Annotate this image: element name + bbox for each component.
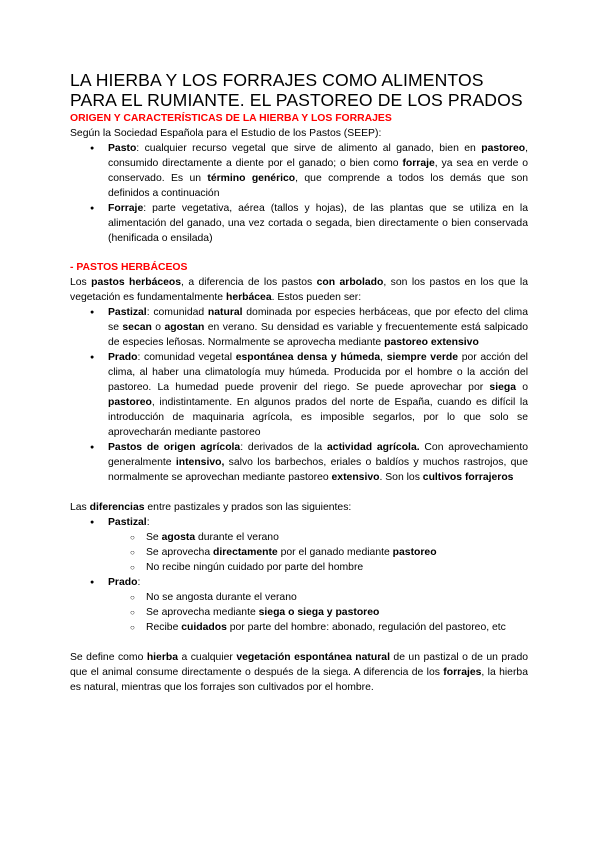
list-item-pastizal-label: ● Pastizal: bbox=[70, 515, 528, 530]
sub-item: ○ Se agosta durante el verano bbox=[70, 530, 528, 545]
pastos-herbaceos-intro: Los pastos herbáceos, a diferencia de los pastos con arbolado, son los pastos en los que la vegetación es fundamentalmente herbácea. Estos pueden ser: bbox=[70, 277, 529, 303]
list-item-origen-agricola: ● Pastos de origen agrícola: derivados de la actividad agrícola. Con aprovechamiento generalmente intensivo, salvo los barbechos, eriales o baldíos y muchos rastrojos, que normalmente se aprovechan mediante pastoreo extensivo. Son los cultivos forrajeros bbox=[70, 440, 528, 485]
list-item-prado: ● Prado: comunidad vegetal espontánea densa y húmeda, siempre verde por acción del clima, al haber una climatología muy húmeda. Producida por el hombre o la acción del pastoreo. La humedad puede provenir del riego. Se puede aprovechar por siega o pastoreo, indistintamente. En algunos prados del norte de España, cuando es difícil la introducción de maquinaria agrícola, es imposible segarlos, por lo que solo se aprovecharán mediante pastoreo bbox=[70, 350, 528, 440]
sub-item: ○ No se angosta durante el verano bbox=[70, 590, 528, 605]
definition-list bbox=[70, 141, 528, 246]
page-title: LA HIERBA Y LOS FORRAJES COMO ALIMENTOS PARA EL RUMIANTE. EL PASTOREO DE LOS PRADOS bbox=[70, 70, 523, 110]
list-item-prado-label: ● Prado: bbox=[70, 575, 528, 590]
list-item-forraje: ● Forraje: parte vegetativa, aérea (tallos y hojas), de las plantas que se utiliza en la alimentación del ganado, una vez cortada o segada, bien directamente o bien conservada (henificada o ensilada) bbox=[70, 201, 528, 246]
sub-item: ○ Se aprovecha mediante siega o siega y pastoreo bbox=[70, 605, 528, 620]
list-item-pasto: ● Pasto: cualquier recurso vegetal que sirve de alimento al ganado, bien en pastoreo, consumido directamente a diente por el ganado; o bien como forraje, ya sea en verde o conservado. Es un término genérico, que comprende a todos los demás que son definidos a continuación bbox=[70, 141, 528, 201]
section-heading-pastos-herbaceos: - PASTOS HERBÁCEOS bbox=[70, 262, 188, 273]
pastos-list bbox=[70, 305, 528, 485]
differences-intro: Las diferencias entre pastizales y prados son las siguientes: bbox=[70, 502, 352, 513]
document-content bbox=[70, 70, 528, 695]
hierba-definition: Se define como hierba a cualquier vegetación espontánea natural de un pastizal o de un prado que el animal consume directamente o después de la siega. A diferencia de los forrajes, la hierba es natural, mientras que los forrajes son cultivados por el hombre. bbox=[70, 652, 529, 693]
section-heading-origen: ORIGEN Y CARACTERÍSTICAS DE LA HIERBA Y LOS FORRAJES bbox=[70, 113, 392, 124]
sub-item: ○ Recibe cuidados por parte del hombre: abonado, regulación del pastoreo, etc bbox=[70, 620, 528, 635]
sub-item: ○ No recibe ningún cuidado por parte del hombre bbox=[70, 560, 528, 575]
differences-list bbox=[70, 515, 528, 635]
list-item-pastizal: ● Pastizal: comunidad natural dominada por especies herbáceas, que por efecto del clima se secan o agostan en verano. Su densidad es variable y frecuentemente está salpicado de especies leñosas. Normalmente se aprovecha mediante pastoreo extensivo bbox=[70, 305, 528, 350]
seep-intro: Según la Sociedad Española para el Estudio de los Pastos (SEEP): bbox=[70, 128, 382, 139]
sub-item: ○ Se aprovecha directamente por el ganado mediante pastoreo bbox=[70, 545, 528, 560]
